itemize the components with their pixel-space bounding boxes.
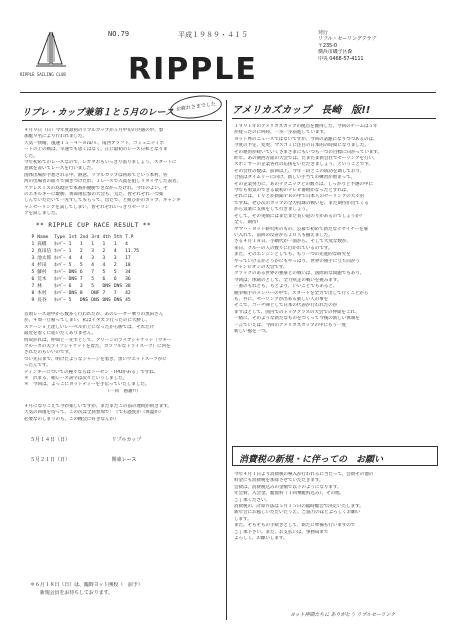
text-line: それには、ＴＶとか新聞ＰＲの中で日本人のセーリングの大々的 — [234, 194, 365, 200]
header-cell: 2nd — [79, 235, 89, 240]
text-line: 来日、クルーの人の数々に行かれているのです。 — [234, 245, 333, 251]
text-line: ご了承ください。 — [234, 497, 270, 503]
publisher-line: リプル・セーリングクラブ — [318, 36, 377, 43]
text-line: 今回は、体制のとして、全力疾走の戦いを挑みます。 — [234, 277, 342, 283]
table-row — [30, 276, 140, 283]
text-line: クルーカの夫ライフジャケットを着た、カラフルなトライスーツ）に何を — [24, 344, 171, 350]
table-cell: 5 — [79, 263, 83, 268]
header-cell: 3rd — [91, 235, 100, 240]
table-cell: 3 — [102, 256, 106, 261]
table-row — [30, 248, 140, 255]
table-cell: 3 — [79, 284, 83, 289]
text-line: そこで、コーチ陣として日本の代表が行われたのが — [234, 303, 338, 309]
table-cell: 真田信 — [37, 249, 52, 254]
text-line: 天気の回復を待って、この次は全員参加で！（でも温度が（体温が） — [24, 410, 164, 416]
text-line: 一言でいえば、今回のアメリカズカップの中にもう一度 — [234, 322, 346, 328]
text-line: その連帯が続いていくさまざまにもいつも一つの目標に向かっています。 — [234, 149, 382, 155]
table-cell: 6 — [113, 277, 117, 282]
results-title: ** RIPPLE CUP RACE RESULT ** — [36, 222, 152, 229]
text-line: 全く、期待! — [234, 220, 259, 226]
text-line: 首領レース途中から数多く行われたが、あのレーザー乗りの黒田さん — [24, 312, 164, 317]
text-line: 国体出場が予想される中、熱意、リプルカップは初めてという本村、佐 — [24, 172, 168, 178]
table-cell: 7 — [91, 270, 94, 275]
table-cell: 5 — [68, 263, 72, 268]
table-cell: 9 — [31, 298, 35, 303]
schedule-date: ５月２１日（日） — [30, 457, 71, 463]
table-cell: 42 — [125, 291, 131, 296]
table-cell: 6 — [102, 277, 106, 282]
text-line: （一同 感謝!!） — [105, 388, 141, 394]
table-cell: 杉田 — [37, 263, 47, 268]
text-line: ヤマハ・ヨット研究所のもの、公募で初めて新たなデザイナーを雇 — [234, 226, 369, 232]
schedule-event: 関東レース — [111, 457, 137, 463]
table-cell: 4 — [102, 263, 106, 268]
table-cell: 2 — [31, 249, 35, 254]
table-cell: 3 — [91, 249, 94, 254]
logo-caption: RIPPLE SAILING CLUB — [20, 72, 66, 77]
table-cell: 11.75 — [125, 249, 139, 254]
text-line: よろしく、お願いします。 — [234, 536, 288, 542]
text-line: 今度の予定、変更、マスコミに注目の日本的の時間になりました。 — [234, 143, 369, 149]
text-line: 会費は、消費税込みの金額で以下のようになります。 — [234, 484, 342, 490]
table-cell: 4 — [68, 256, 72, 261]
text-line: 一緒に、そのような新たなものをつくって今後の新しい体制を — [234, 316, 360, 322]
left-headline: リプレ・カップ兼第１と５月のレース — [22, 108, 175, 118]
column-divider — [226, 100, 227, 620]
right-headline-box — [232, 98, 436, 119]
table-cell: 7 — [113, 291, 117, 296]
text-line: した。 — [24, 153, 38, 159]
table-cell: 林 — [37, 284, 42, 289]
table-cell: 4 — [91, 263, 94, 268]
table-row — [30, 297, 140, 304]
text-line: グを試しました。 — [24, 211, 60, 217]
notice-title: 消費税の新規・に伴っての お願い — [239, 455, 384, 465]
publisher-block — [318, 30, 436, 62]
table-cell: 荒木 — [37, 277, 47, 282]
text-line: また、そのエンジンとしても、もう一つの先進的な研究を — [234, 252, 351, 258]
table-cell: 4 — [79, 256, 83, 261]
table-cell: ﾎｯﾊﾟｰ — [54, 291, 66, 296]
table-cell: 1 — [113, 242, 117, 247]
publisher-line: 横浜市磯子区森 — [318, 49, 353, 56]
text-line: 意欲を書いてレースを行いました。 — [24, 166, 96, 172]
table-row — [30, 262, 140, 269]
table-cell: ﾎｯﾊﾟｰ — [54, 298, 66, 303]
text-line: い入れて、前回の反省から２０人も揃えました。 — [234, 232, 333, 238]
text-line: ご了承下さい。また、お支払いは、事務局まで — [234, 529, 329, 535]
table-row — [30, 255, 140, 262]
text-line: 消費税の、計算方法は５月１５日の臨時総会で決定いたします。 — [234, 504, 364, 510]
table-cell: 1 — [91, 242, 94, 247]
text-line: １９９１年のアメリカズカップの拠点を獲得した、今回のチームは５年 — [234, 124, 378, 129]
schedule-event: リプルカップ — [111, 437, 142, 443]
text-line: 一番のもれども、もとより、いいことでもあると、 — [234, 284, 338, 290]
table-cell: 木村 — [37, 291, 47, 296]
text-line: しんでいただいて一先ずしてもらって、出たで、と組ひかのカップ、キャンギ — [24, 198, 181, 204]
table-cell: 3 — [31, 256, 35, 261]
notice-body — [234, 472, 436, 542]
text-line: 年会費、入会金、艇置料（１回乗艇料込み）、その他、 — [234, 491, 345, 497]
text-line: 料金にも消費税を加算させていただきます。 — [234, 478, 324, 484]
table-cell: DNS — [113, 298, 123, 303]
table-cell: 34 — [125, 270, 131, 275]
masthead-rule — [20, 92, 436, 93]
text-line: 合宿はタイムリーに向け、新しい手当ての練習が始まって、 — [234, 175, 355, 181]
table-cell: 6 — [79, 270, 83, 275]
text-line: チャンピオンの大会です。 — [234, 264, 288, 270]
header-cell: Type — [54, 235, 66, 240]
table-cell: 7 — [31, 284, 35, 289]
notice-title-box — [232, 446, 438, 466]
text-line: ヨット界のニュースではないですが、今回の話題になりつつあるのは、 — [234, 136, 378, 142]
text-line: ったんです。 — [24, 363, 51, 369]
table-cell: 池太郎 — [37, 256, 52, 261]
table-cell: 髙橋 — [37, 242, 47, 247]
table-cell: 4 — [125, 242, 128, 247]
text-line: も、共に、セーリングが出来る楽しい人の事を — [234, 296, 329, 302]
text-line: ャンセーリングを試してしまい、皆それぞれいっきりセーリン — [24, 204, 150, 210]
text-line: ですね。ぜひ次のカップの全力投球の戦いを、まだ期待が出てくる — [234, 200, 369, 206]
text-line: ディンギーについての種々ならばトーゼン「TPOがある」ですね。 — [24, 369, 159, 375]
footnote-2: 新規会員をお待ちしております。 — [30, 590, 113, 596]
sailboat-logo-icon — [28, 28, 90, 78]
table-cell: 5 — [31, 270, 35, 275]
text-line: が、４周一旦帰ってしまい、私はイタズラ行ったのに大勝し、 — [24, 318, 150, 324]
schedule-item — [30, 430, 210, 450]
text-line: します。 — [234, 516, 252, 522]
table-cell: ﾎｯﾊﾟｰ — [54, 284, 66, 289]
table-cell: 17 — [125, 256, 131, 261]
table-cell: 38 — [125, 284, 131, 289]
text-line: スケーショ上達しいレーベルが上になったから勝てば、それだけ — [24, 324, 155, 330]
table-cell: 5 — [68, 298, 72, 303]
text-line: スポンサーの企業各社の応援をいただきましょう、ということです。 — [234, 162, 373, 168]
table-cell: DNS — [79, 298, 89, 303]
table-cell: 1 — [102, 242, 106, 247]
text-line: 今年初めてのレースなので、レガタおもいっきり張りましょう、スタートに — [24, 160, 177, 166]
left-para1 — [24, 128, 222, 218]
table-cell: 8 — [79, 291, 83, 296]
table-cell: 1 — [68, 249, 72, 254]
publisher-line: 〒235-0 — [318, 42, 337, 49]
text-line: 新しい風を一つ。 — [234, 329, 270, 334]
table-cell: 36 — [125, 277, 131, 282]
table-cell: 3 — [113, 256, 117, 261]
table-cell: 1 — [68, 242, 72, 247]
header-cell: Name — [37, 235, 49, 240]
publisher-line: 発行 — [318, 30, 328, 36]
text-line: まずはとして、国内でのトップクラスの大会での仲間をこれ、 — [234, 309, 360, 315]
text-line: やっていけるかどうかにもやっぱり、世界の相手に立ち向かう — [234, 258, 360, 264]
header-cell: T.P — [125, 235, 134, 240]
table-cell: 3 — [91, 256, 94, 261]
table-cell: ﾎｯﾊﾟｰ — [54, 263, 66, 268]
text-line: ＊ 今回は、よっこにヨットディーを手伝っていたしました。 — [24, 382, 150, 388]
table-cell: 6 — [68, 284, 72, 289]
header-cell: P — [31, 235, 35, 240]
left-para2 — [24, 312, 222, 395]
table-cell: DNS — [91, 298, 100, 303]
text-line: さる４月１８日、小網代が一面から、そして大変な数が、 — [234, 239, 351, 245]
table-row — [30, 269, 140, 276]
text-line: ＊ 沢まる、朝レース誤字は次々というしました。 — [24, 376, 128, 382]
table-cell: DNF — [91, 291, 100, 296]
table-cell: DNS — [68, 291, 77, 296]
text-line: 競争相手のメンバーの中で、スタートを全力で出して行くことから — [234, 290, 369, 296]
issue-date: 平成１９８９・４１５ — [178, 31, 248, 39]
right-headline: アメリカズカップ 長崎 版!! — [232, 105, 371, 116]
results-table — [30, 234, 140, 304]
issue-number: NO.79 — [108, 30, 130, 38]
text-line: 今年４月１日より消費税の導入が行われるに当たって、会費その他の — [234, 472, 374, 477]
table-cell: 5 — [91, 277, 94, 282]
text-line: 何故かれば、仲間と一先ずとして、グリーンのライブジャケット（ウキー — [24, 337, 172, 343]
schedule-date: ５月１４日（日） — [30, 437, 71, 443]
table-cell: DNS — [102, 284, 111, 289]
text-line: つい先日まで、明けたようなジャージを着き、黒いウエットスーツがに — [24, 356, 167, 362]
table-row — [30, 283, 140, 290]
header-cell: 4th — [102, 235, 111, 240]
text-line: が経ったのに何時、一歩一歩前進しています。 — [234, 130, 329, 136]
table-cell: 長谷 — [37, 298, 47, 303]
signature: ヨット仲間たちに ありがとう リプルセーリング — [290, 612, 396, 618]
text-line: その企業努力に、あのテクニックとの数々は、しっかりと予選の中に — [234, 181, 373, 187]
stamp-text: お疲れさまでした — [175, 101, 217, 113]
table-cell: DNS — [102, 298, 111, 303]
text-line: 天気一快晴、風速１５－４～８ｍ/ｓ、南西ブラフト、コミュニティポ — [24, 140, 164, 146]
table-cell: ﾎｯﾊﾟｰ — [54, 249, 66, 254]
header-cell: 5th — [113, 235, 123, 240]
table-cell: ﾎｯﾊﾟｰ — [54, 242, 66, 247]
text-line: クラックのある世界の強豪との戦いは、国際的な問題でもあり、 — [234, 271, 365, 277]
table-cell: 1 — [79, 242, 83, 247]
text-line: されたのもいいのです。 — [24, 350, 74, 356]
schedule-list — [30, 430, 210, 470]
table-row — [30, 290, 140, 297]
text-line: ４月９日（日）今年度最初のリプルカップが５月中旬の共通の中、参 — [24, 128, 164, 133]
text-line: ４月になりこえて今が楽しいですが、まだまだこの前の連続が続きます。 — [24, 404, 172, 409]
table-cell: 7 — [102, 291, 106, 296]
table-cell: 藤村 — [37, 270, 47, 275]
text-line: 最近を着くに従いたくありません。 — [24, 331, 97, 337]
text-line: のエネルギーに敢勝、黄部翔伝参の大会も、荒た、皆それぞれ一つ楽 — [24, 192, 164, 198]
table-cell: 4 — [31, 263, 35, 268]
table-cell: DNS — [68, 270, 77, 275]
text-line: 加艇９名により行われました。 — [24, 134, 87, 140]
table-cell: 45 — [125, 298, 131, 303]
table-cell: 2 — [102, 249, 106, 254]
club-logo — [28, 28, 90, 78]
left-para3 — [24, 404, 222, 423]
right-body — [234, 124, 436, 335]
table-cell: 1 — [31, 242, 35, 247]
header-cell: 1st — [68, 235, 77, 240]
text-line: 河の出場者の面々で開きつけた形、１レースで入賞を狙しリタイヤした表者、 — [24, 179, 181, 185]
text-line: 新年会にお越しいただいたうえ、ご協力のほどよろしくお願い — [234, 510, 361, 516]
text-line: ケアレスミスの為現位で本番が優勝できなかったけれ、今年のよい、そ — [24, 185, 168, 191]
text-line: ートの上の戦は、早速でも思くはなく、正に最初のレース日和となりま — [24, 147, 168, 153]
text-line: 今年も勇気のできる最初のテレビ番組がなったとすれば、 — [234, 188, 351, 194]
text-line: そして、その実績にはまだまだ長い道のりがあるのでしょうか？ — [234, 213, 365, 219]
footnote: ＊６月１８日（日）は、臨時ヨット開校（ 前予） — [30, 582, 143, 588]
table-cell: ﾎｯﾊﾟｰ — [54, 256, 66, 261]
table-cell: 6 — [31, 277, 35, 282]
text-line: 必要なのしまうのも、この機会に好きなんか） — [24, 416, 119, 422]
table-cell: 5 — [91, 284, 94, 289]
text-line: 昨年、あの関西方面の大会では、たまたま新会社でセーリングを行い、 — [234, 156, 378, 162]
table-cell: ﾎｯﾊﾟｰ — [54, 270, 66, 275]
table-row — [30, 241, 140, 248]
table-cell: 18 — [125, 263, 131, 268]
schedule-item — [30, 450, 210, 470]
table-cell: 4 — [113, 249, 117, 254]
table-cell: 5 — [113, 270, 117, 275]
table-cell: 7 — [79, 277, 83, 282]
table-cell: DNS — [68, 277, 77, 282]
newsletter-title: RIPPLE — [128, 52, 258, 87]
publisher-line: 中央 0468-57-4111 — [318, 55, 364, 62]
table-header-row — [30, 234, 140, 241]
text-line: から気楽に支援をして行きましょう。 — [234, 207, 311, 213]
table-cell: ﾎｯﾊﾟｰ — [54, 277, 66, 282]
table-cell: 5 — [102, 270, 106, 275]
table-cell: DNS — [113, 284, 123, 289]
text-line: また、そもそもの手続きとして、新たに準備も行いますので — [234, 523, 356, 529]
table-cell: 8 — [31, 291, 35, 296]
text-line: その会社の数は、前回以上、今年一段とこの成功を期しており、 — [234, 168, 365, 174]
table-cell: 2 — [113, 263, 117, 268]
table-cell: 2 — [79, 249, 83, 254]
